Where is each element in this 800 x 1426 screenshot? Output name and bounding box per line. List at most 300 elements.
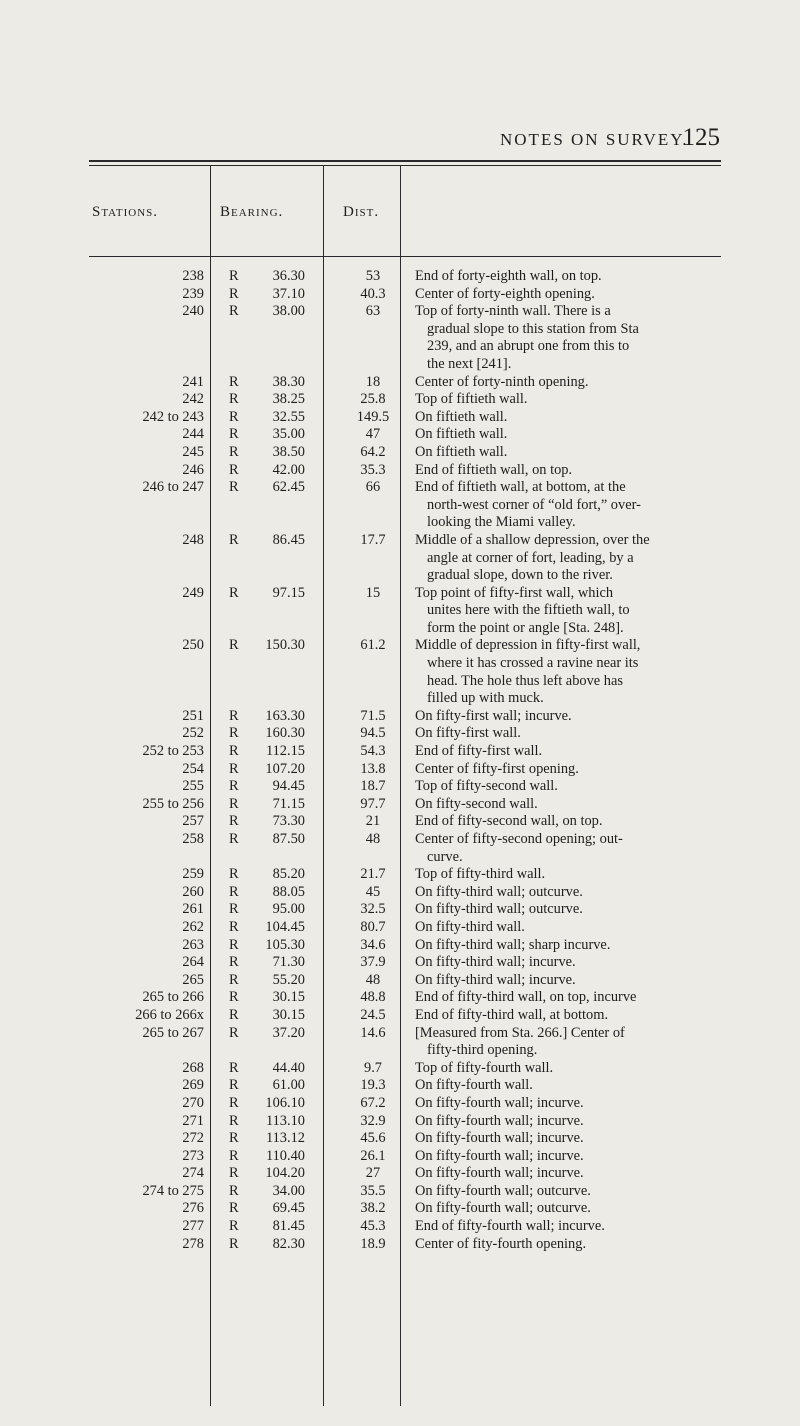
bearing-direction: R: [229, 743, 239, 760]
bearing-value: 113.12: [265, 1130, 305, 1147]
station-cell: 277: [182, 1218, 204, 1235]
bearing-value: 112.15: [265, 743, 305, 760]
table-row: [89, 1130, 729, 1148]
note-cell: [407, 637, 729, 707]
table-row: [89, 1183, 729, 1201]
table-row: [89, 1007, 729, 1025]
table-row: [89, 1200, 729, 1218]
bearing-cell: [214, 426, 327, 444]
bearing-cell: [214, 725, 327, 743]
table-row: [89, 813, 729, 831]
table-row: [89, 1218, 729, 1236]
note-cell: [407, 1183, 729, 1201]
note-cell: [407, 1200, 729, 1218]
bearing-direction: R: [229, 1024, 239, 1041]
bearing-cell: [214, 1200, 327, 1218]
note-cell: [407, 532, 729, 585]
table-row: [89, 374, 729, 392]
note-line: End of fifty-fourth wall; incurve.: [415, 1218, 605, 1235]
bearing-direction: R: [229, 637, 239, 654]
bearing-direction: R: [229, 1165, 239, 1182]
distance-cell: 47: [365, 426, 381, 443]
bearing-cell: [214, 813, 327, 831]
note-line: filled up with muck.: [427, 690, 544, 707]
station-cell: 257: [182, 813, 204, 830]
station-cell: 254: [182, 760, 204, 777]
note-cell: [407, 761, 729, 779]
note-cell: [407, 708, 729, 726]
bearing-cell: [214, 1007, 327, 1025]
note-cell: [407, 409, 729, 427]
station-cell: 252 to 253: [142, 743, 204, 760]
note-cell: [407, 866, 729, 884]
note-line: looking the Miami valley.: [427, 514, 576, 531]
bearing-value: 38.25: [272, 391, 305, 408]
bearing-cell: [214, 1025, 327, 1060]
bearing-value: 86.45: [272, 531, 305, 548]
bearing-direction: R: [229, 268, 239, 284]
bearing-value: 81.45: [272, 1218, 305, 1235]
distance-cell: 13.8: [360, 760, 386, 777]
table-row: [89, 409, 729, 427]
note-cell: [407, 937, 729, 955]
note-cell: [407, 1130, 729, 1148]
distance-cell: 35.5: [360, 1182, 386, 1199]
bearing-cell: [214, 1236, 327, 1254]
bearing-value: 38.30: [272, 373, 305, 390]
bearing-direction: R: [229, 778, 239, 795]
header-bearing: Bearing.: [220, 204, 284, 220]
bearing-direction: R: [229, 883, 239, 900]
note-cell: [407, 1025, 729, 1060]
distance-cell: 94.5: [360, 725, 386, 742]
distance-cell: 21: [365, 813, 381, 830]
distance-cell: 26.1: [360, 1147, 386, 1164]
table-row: [89, 954, 729, 972]
note-line: On fifty-first wall; incurve.: [415, 707, 572, 724]
station-cell: 249: [182, 584, 204, 601]
station-cell: 273: [182, 1147, 204, 1164]
table-row: [89, 866, 729, 884]
bearing-cell: [214, 637, 327, 707]
bearing-value: 97.15: [272, 584, 305, 601]
bearing-value: 32.55: [272, 408, 305, 425]
note-cell: [407, 954, 729, 972]
bearing-cell: [214, 268, 327, 286]
table-row: [89, 1060, 729, 1078]
note-cell: [407, 796, 729, 814]
bearing-direction: R: [229, 813, 239, 830]
distance-cell: 71.5: [360, 707, 386, 724]
bearing-direction: R: [229, 1112, 239, 1129]
table-row: [89, 462, 729, 480]
bearing-value: 62.45: [272, 479, 305, 496]
note-cell: [407, 268, 729, 286]
table-row: [89, 532, 729, 585]
bearing-cell: [214, 937, 327, 955]
bearing-cell: [214, 901, 327, 919]
note-line: On fifty-third wall.: [415, 918, 525, 935]
distance-cell: 63: [365, 303, 381, 320]
bearing-value: 87.50: [272, 831, 305, 847]
distance-cell: 32.5: [360, 901, 386, 918]
page-number: 125: [682, 124, 720, 151]
bearing-direction: R: [229, 479, 239, 496]
table-row: [89, 479, 729, 532]
bearing-value: 73.30: [272, 813, 305, 830]
note-cell: [407, 901, 729, 919]
station-cell: 274: [182, 1165, 204, 1182]
station-cell: 242: [182, 391, 204, 408]
bearing-cell: [214, 989, 327, 1007]
table-row: [89, 444, 729, 462]
note-line: On fifty-third wall; sharp incurve.: [415, 936, 611, 953]
bearing-direction: R: [229, 1147, 239, 1164]
table-row: [89, 303, 729, 373]
table-row: [89, 796, 729, 814]
table-row: [89, 725, 729, 743]
station-cell: 255: [182, 778, 204, 795]
bearing-direction: R: [229, 408, 239, 425]
station-cell: 265: [182, 971, 204, 988]
note-line: Center of fifty-second opening; out-: [415, 831, 623, 847]
note-cell: [407, 462, 729, 480]
distance-cell: 38.2: [360, 1200, 386, 1217]
bearing-value: 85.20: [272, 866, 305, 883]
bearing-value: 35.00: [272, 426, 305, 443]
note-line: On fifty-third wall; outcurve.: [415, 883, 583, 900]
table-row: [89, 989, 729, 1007]
station-cell: 269: [182, 1077, 204, 1094]
distance-cell: 35.3: [360, 461, 386, 478]
note-line: form the point or angle [Sta. 248].: [427, 619, 624, 636]
note-line: 239, and an abrupt one from this to: [427, 338, 630, 355]
bearing-value: 107.20: [265, 760, 305, 777]
bearing-cell: [214, 954, 327, 972]
note-cell: [407, 831, 729, 866]
station-cell: 265 to 267: [142, 1024, 204, 1041]
distance-cell: 149.5: [356, 408, 390, 425]
distance-cell: 25.8: [360, 391, 386, 408]
table-row: [89, 937, 729, 955]
top-rule-upper: [89, 160, 721, 162]
distance-cell: 14.6: [360, 1024, 386, 1041]
station-cell: 240: [182, 303, 204, 320]
note-line: On fifty-third wall; incurve.: [415, 954, 576, 971]
bearing-cell: [214, 1148, 327, 1166]
table-row: [89, 268, 729, 286]
note-cell: [407, 1077, 729, 1095]
station-cell: 238: [182, 268, 204, 284]
bearing-direction: R: [229, 391, 239, 408]
table-row: [89, 637, 729, 707]
distance-cell: 34.6: [360, 936, 386, 953]
note-cell: [407, 919, 729, 937]
station-cell: 252: [182, 725, 204, 742]
station-cell: 265 to 266: [142, 989, 204, 1006]
note-line: On fifty-fourth wall; outcurve.: [415, 1182, 591, 1199]
note-line: On fifty-first wall.: [415, 725, 521, 742]
station-cell: 263: [182, 936, 204, 953]
table-row: [89, 286, 729, 304]
note-line: End of fifty-first wall.: [415, 743, 543, 760]
note-cell: [407, 743, 729, 761]
bearing-direction: R: [229, 1235, 239, 1252]
station-cell: 260: [182, 883, 204, 900]
note-cell: [407, 585, 729, 638]
distance-cell: 45.6: [360, 1130, 386, 1147]
bearing-cell: [214, 462, 327, 480]
note-line: On fifty-third wall; incurve.: [415, 971, 576, 988]
distance-cell: 80.7: [360, 918, 386, 935]
table-row: [89, 972, 729, 990]
note-cell: [407, 1060, 729, 1078]
note-line: End of fifty-third wall, on top, incurve: [415, 989, 637, 1006]
table-row: [89, 901, 729, 919]
note-line: End of fifty-second wall, on top.: [415, 813, 603, 830]
bearing-cell: [214, 1165, 327, 1183]
bearing-direction: R: [229, 373, 239, 390]
distance-cell: 45: [365, 883, 381, 900]
table-row: [89, 1113, 729, 1131]
table-row: [89, 1148, 729, 1166]
bearing-cell: [214, 778, 327, 796]
table-row: [89, 1236, 729, 1254]
station-cell: 276: [182, 1200, 204, 1217]
note-cell: [407, 391, 729, 409]
bearing-value: 106.10: [265, 1094, 305, 1111]
distance-cell: 66: [365, 479, 381, 496]
survey-table-body: [89, 268, 729, 1253]
station-cell: 250: [182, 637, 204, 654]
bearing-direction: R: [229, 1200, 239, 1217]
note-line: gradual slope, down to the river.: [427, 567, 613, 584]
note-cell: [407, 1218, 729, 1236]
bearing-value: 38.00: [272, 303, 305, 320]
bearing-direction: R: [229, 866, 239, 883]
header-dist: Dist.: [343, 204, 380, 220]
note-line: fifty-third opening.: [427, 1042, 538, 1059]
bearing-value: 113.10: [265, 1112, 305, 1129]
bearing-direction: R: [229, 1059, 239, 1076]
station-cell: 255 to 256: [142, 795, 204, 812]
bearing-value: 34.00: [272, 1182, 305, 1199]
distance-cell: 48: [365, 831, 381, 847]
note-line: Top of fiftieth wall.: [415, 391, 528, 408]
bearing-cell: [214, 479, 327, 532]
bearing-value: 95.00: [272, 901, 305, 918]
bearing-value: 42.00: [272, 461, 305, 478]
bearing-cell: [214, 1218, 327, 1236]
note-line: head. The hole thus left above has: [427, 672, 623, 689]
bearing-direction: R: [229, 795, 239, 812]
note-line: where it has crossed a ravine near its: [427, 655, 639, 672]
bearing-cell: [214, 409, 327, 427]
bearing-direction: R: [229, 831, 239, 847]
distance-cell: 27: [365, 1165, 381, 1182]
bearing-value: 105.30: [265, 936, 305, 953]
bearing-direction: R: [229, 1094, 239, 1111]
bearing-value: 71.15: [272, 795, 305, 812]
station-cell: 239: [182, 285, 204, 302]
bearing-cell: [214, 1183, 327, 1201]
distance-cell: 9.7: [364, 1059, 382, 1076]
bearing-direction: R: [229, 760, 239, 777]
distance-cell: 64.2: [360, 443, 386, 460]
station-cell: 259: [182, 866, 204, 883]
bearing-cell: [214, 743, 327, 761]
distance-cell: 45.3: [360, 1218, 386, 1235]
bearing-direction: R: [229, 918, 239, 935]
distance-cell: 24.5: [360, 1006, 386, 1023]
bearing-cell: [214, 796, 327, 814]
bearing-value: 44.40: [272, 1059, 305, 1076]
note-cell: [407, 426, 729, 444]
bearing-value: 37.10: [272, 285, 305, 302]
note-line: Top of fifty-second wall.: [415, 778, 558, 795]
top-rule-lower: [89, 165, 721, 166]
bearing-value: 104.45: [265, 918, 305, 935]
bearing-direction: R: [229, 584, 239, 601]
note-cell: [407, 1007, 729, 1025]
page-header: [80, 120, 720, 160]
bearing-value: 150.30: [265, 637, 305, 654]
note-line: the next [241].: [427, 355, 512, 372]
note-line: curve.: [427, 848, 463, 865]
note-cell: [407, 725, 729, 743]
distance-cell: 18: [365, 373, 381, 390]
note-line: On fifty-third wall; outcurve.: [415, 901, 583, 918]
station-cell: 278: [182, 1235, 204, 1252]
note-line: Center of fity-fourth opening.: [415, 1235, 587, 1252]
table-row: [89, 778, 729, 796]
note-line: End of fifty-third wall, at bottom.: [415, 1006, 609, 1023]
bearing-value: 30.15: [272, 989, 305, 1006]
header-bottom-rule: [89, 256, 721, 257]
table-row: [89, 391, 729, 409]
bearing-cell: [214, 831, 327, 866]
note-cell: [407, 884, 729, 902]
bearing-direction: R: [229, 443, 239, 460]
bearing-cell: [214, 286, 327, 304]
note-line: On fiftieth wall.: [415, 426, 508, 443]
table-row: [89, 761, 729, 779]
bearing-direction: R: [229, 989, 239, 1006]
station-cell: 271: [182, 1112, 204, 1129]
note-line: On fifty-fourth wall; incurve.: [415, 1094, 584, 1111]
table-row: [89, 743, 729, 761]
bearing-cell: [214, 532, 327, 585]
bearing-cell: [214, 1130, 327, 1148]
distance-cell: 32.9: [360, 1112, 386, 1129]
bearing-direction: R: [229, 461, 239, 478]
bearing-cell: [214, 761, 327, 779]
note-line: Center of forty-ninth opening.: [415, 373, 589, 390]
bearing-cell: [214, 303, 327, 373]
bearing-value: 36.30: [272, 268, 305, 284]
station-cell: 262: [182, 918, 204, 935]
note-cell: [407, 989, 729, 1007]
bearing-direction: R: [229, 285, 239, 302]
bearing-direction: R: [229, 1077, 239, 1094]
note-cell: [407, 813, 729, 831]
distance-cell: 54.3: [360, 743, 386, 760]
note-cell: [407, 1113, 729, 1131]
note-cell: [407, 374, 729, 392]
note-line: On fiftieth wall.: [415, 408, 508, 425]
note-cell: [407, 286, 729, 304]
bearing-cell: [214, 919, 327, 937]
note-line: On fifty-fourth wall.: [415, 1077, 533, 1094]
bearing-value: 163.30: [265, 707, 305, 724]
note-cell: [407, 303, 729, 373]
note-line: On fifty-fourth wall; incurve.: [415, 1147, 584, 1164]
table-row: [89, 708, 729, 726]
distance-cell: 97.7: [360, 795, 386, 812]
table-row: [89, 831, 729, 866]
note-line: Top of fifty-fourth wall.: [415, 1059, 554, 1076]
bearing-cell: [214, 1077, 327, 1095]
distance-cell: 48.8: [360, 989, 386, 1006]
bearing-direction: R: [229, 426, 239, 443]
table-row: [89, 1025, 729, 1060]
station-cell: 272: [182, 1130, 204, 1147]
station-cell: 248: [182, 531, 204, 548]
table-row: [89, 884, 729, 902]
station-cell: 270: [182, 1094, 204, 1111]
note-cell: [407, 1236, 729, 1254]
running-title: NOTES ON SURVEY.: [500, 130, 689, 149]
bearing-direction: R: [229, 1130, 239, 1147]
station-cell: 261: [182, 901, 204, 918]
station-cell: 245: [182, 443, 204, 460]
station-cell: 266 to 266x: [135, 1006, 204, 1023]
distance-cell: 67.2: [360, 1094, 386, 1111]
note-line: Middle of a shallow depression, over the: [415, 531, 650, 548]
station-cell: 274 to 275: [142, 1182, 204, 1199]
note-line: Top point of fifty-first wall, which: [415, 584, 614, 601]
bearing-value: 104.20: [265, 1165, 305, 1182]
bearing-value: 61.00: [272, 1077, 305, 1094]
bearing-direction: R: [229, 1218, 239, 1235]
note-line: On fiftieth wall.: [415, 443, 508, 460]
note-line: Top of forty-ninth wall. There is a: [415, 303, 611, 320]
note-line: north-west corner of “old fort,” over-: [427, 496, 641, 513]
bearing-cell: [214, 1060, 327, 1078]
table-row: [89, 919, 729, 937]
station-cell: 246: [182, 461, 204, 478]
note-line: Top of fifty-third wall.: [415, 866, 546, 883]
bearing-direction: R: [229, 1006, 239, 1023]
bearing-value: 110.40: [265, 1147, 305, 1164]
distance-cell: 19.3: [360, 1077, 386, 1094]
bearing-direction: R: [229, 936, 239, 953]
note-line: End of forty-eighth wall, on top.: [415, 268, 602, 284]
note-line: gradual slope to this station from Sta: [427, 320, 639, 337]
note-cell: [407, 1165, 729, 1183]
bearing-direction: R: [229, 725, 239, 742]
note-line: On fifty-fourth wall; incurve.: [415, 1112, 584, 1129]
bearing-direction: R: [229, 303, 239, 320]
station-cell: 268: [182, 1059, 204, 1076]
station-cell: 251: [182, 707, 204, 724]
bearing-direction: R: [229, 1182, 239, 1199]
bearing-direction: R: [229, 531, 239, 548]
bearing-value: 88.05: [272, 883, 305, 900]
station-cell: 258: [182, 831, 204, 847]
distance-cell: 21.7: [360, 866, 386, 883]
table-row: [89, 1095, 729, 1113]
